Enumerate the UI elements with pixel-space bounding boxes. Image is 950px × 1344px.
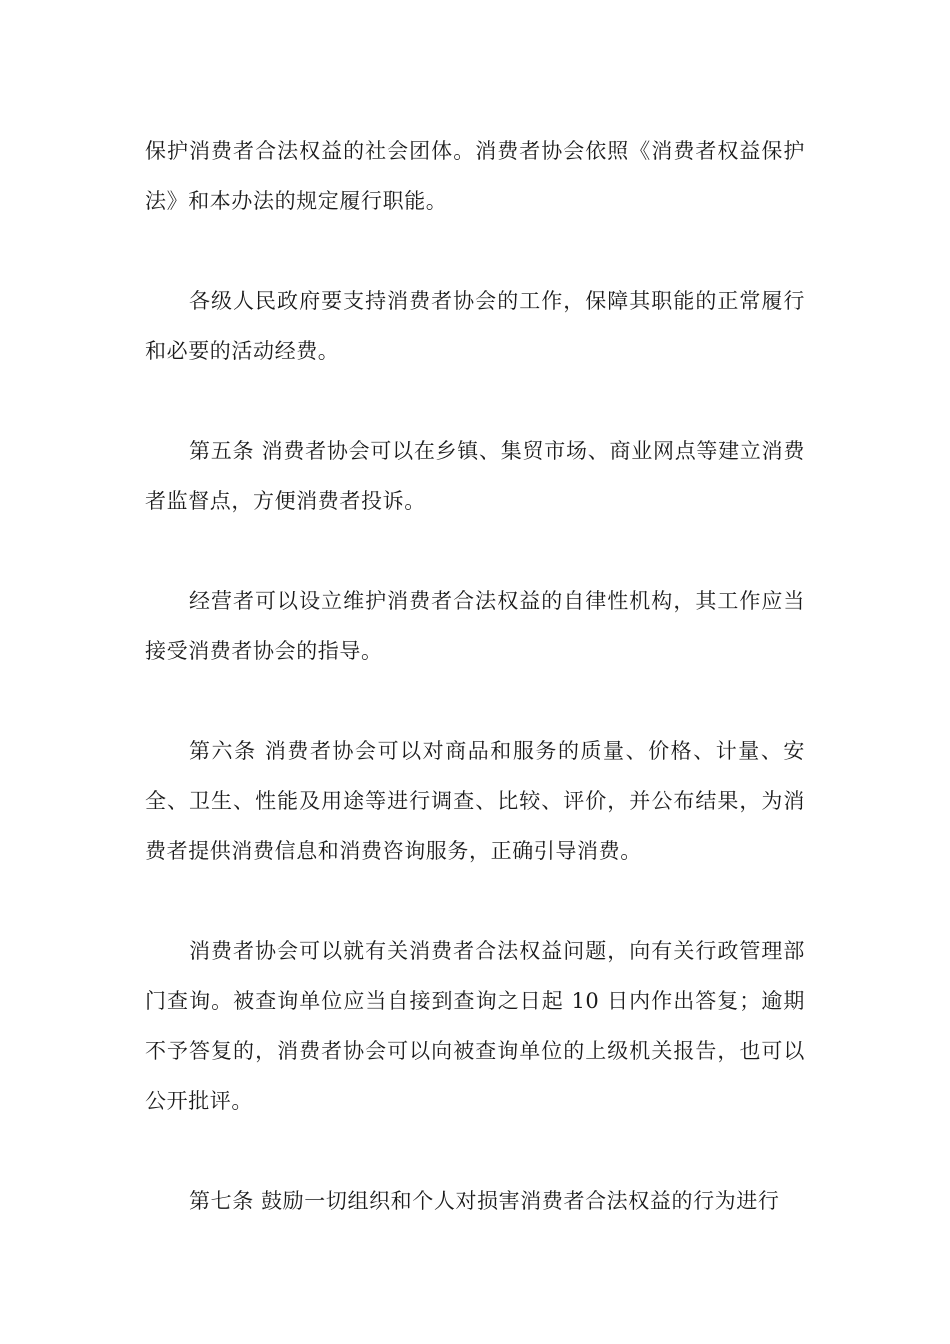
paragraph-inquiry: 消费者协会可以就有关消费者合法权益问题，向有关行政管理部门查询。被查询单位应当自接到查询之日起 10 日内作出答复；逾期不予答复的，消费者协会可以向被查询单位的上级机关报告，也可以公开批评。 bbox=[145, 939, 805, 1113]
paragraph-article-5: 第五条 消费者协会可以在乡镇、集贸市场、商业网点等建立消费者监督点，方便消费者投诉。 bbox=[145, 439, 805, 513]
paragraph-gap bbox=[145, 376, 805, 426]
paragraph-gap bbox=[145, 676, 805, 726]
paragraph-self-regulation: 经营者可以设立维护消费者合法权益的自律性机构，其工作应当接受消费者协会的指导。 bbox=[145, 589, 805, 663]
paragraph-gap bbox=[145, 526, 805, 576]
paragraph-continuation: 保护消费者合法权益的社会团体。消费者协会依照《消费者权益保护法》和本办法的规定履行职能。 bbox=[145, 139, 805, 213]
paragraph-gap bbox=[145, 876, 805, 926]
document-body bbox=[145, 126, 805, 1226]
paragraph-gap bbox=[145, 1126, 805, 1176]
paragraph-article-6: 第六条 消费者协会可以对商品和服务的质量、价格、计量、安全、卫生、性能及用途等进行调查、比较、评价，并公布结果，为消费者提供消费信息和消费咨询服务，正确引导消费。 bbox=[145, 739, 805, 863]
paragraph-government-support: 各级人民政府要支持消费者协会的工作，保障其职能的正常履行和必要的活动经费。 bbox=[145, 289, 805, 363]
paragraph-gap bbox=[145, 226, 805, 276]
paragraph-article-7: 第七条 鼓励一切组织和个人对损害消费者合法权益的行为进行 bbox=[189, 1189, 780, 1213]
